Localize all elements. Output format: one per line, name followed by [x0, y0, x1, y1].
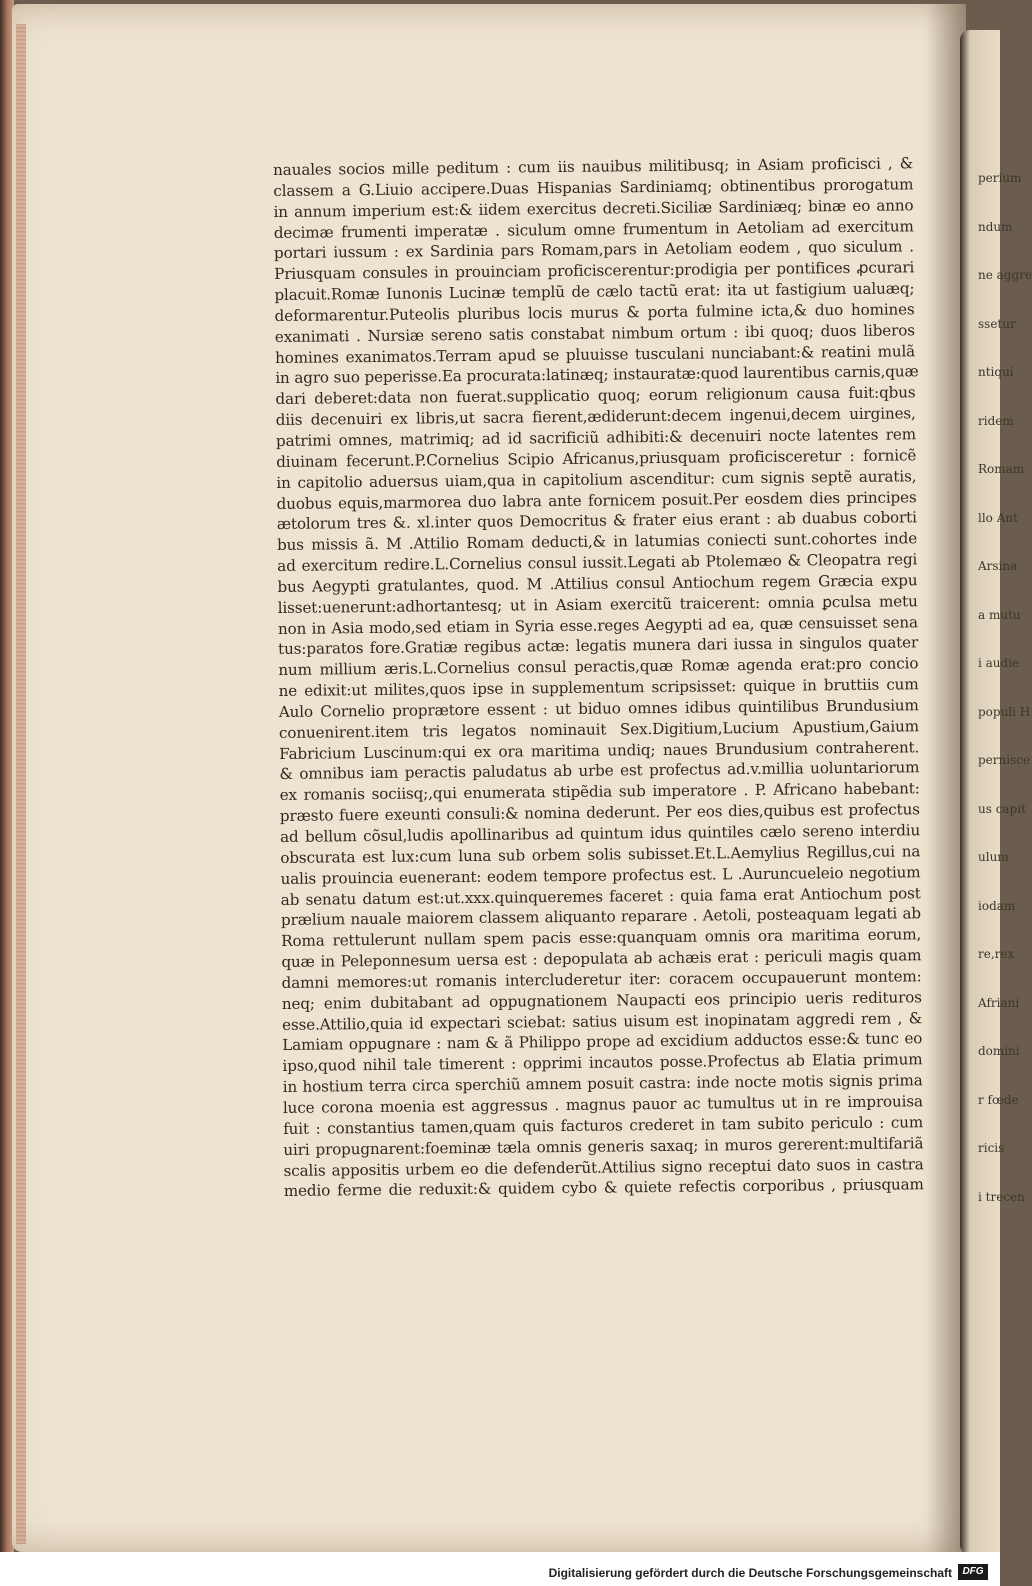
text-line: quæ in Peleponnesum uersa est : depopulata ab achæis erat : periculi magis quam	[281, 946, 922, 972]
facing-page-fragment: i trecen	[978, 1189, 1025, 1204]
facing-page-fragment: Romam	[978, 462, 1025, 476]
text-line: ex romanis sociisq;,qui enumerata stipẽdia sub imperatore . P. Africano habebant:	[279, 779, 920, 805]
text-line: neq; enim dubitabant ad oppugnationem Naupacti eos principio ueris redituros	[281, 988, 922, 1013]
text-line: ad bellum cõsul,ludis apollinaribus ad quintum idus quintiles cælo sereno interdiu	[279, 821, 921, 846]
facing-page-fragment: us capit	[978, 801, 1026, 816]
text-line: fuit : constantius tamen,quam quis facturos crederet in tam subito periculo : cum	[283, 1113, 924, 1138]
text-line: homines exanimatos.Terram apud se pluuisse tusculani nunciabant:& reatini mulã	[274, 341, 916, 367]
text-line: classem a G.Liuio accipere.Duas Hispanias Sardiniamq; obtinentibus prorogatum	[273, 175, 914, 200]
facing-page-fragment: Afriani	[978, 995, 1020, 1010]
facing-page-fragment: a mutu	[978, 607, 1021, 622]
text-line: ad exercitum redire.L.Cornelius consul iussit.Legati ab Ptolemæo & Cleopatra regi	[277, 550, 918, 576]
text-line: in agro suo peperisse.Ea procurata:latinæq; instauratæ:quod laurentibus carnis,quæ	[275, 362, 919, 388]
text-line: num millium æris.L.Cornelius consul peractis,quæ Romæ agenda erat:pro concio	[278, 654, 919, 680]
text-line: exanimati . Nursiæ sereno satis constabat nimbum ortum : ibi quoq; duos liberos	[274, 321, 915, 346]
text-line: & omnibus iam peractis paludatus ab urbe est profectus ad.v.millia uoluntariorum	[279, 758, 920, 784]
text-line: placuit.Romæ Iunonis Lucinæ templũ de cælo tactũ erat: ita ut fastigium ualuæq;	[274, 279, 915, 305]
text-line: ætolorum tres &. xl.inter quos Democritus & frater eius erant : ab duabus coborti	[276, 508, 917, 534]
facing-page-fragment: perium	[978, 171, 1022, 185]
facing-page-fragment: ulum	[978, 850, 1009, 864]
text-line: decimæ frumenti imperatæ . siculum omne frumentum in Aetoliam ad exercitum	[273, 216, 914, 242]
text-line: duobus equis,marmorea duo labra ante fornicem posuit.Per eosdem dies principes	[276, 487, 917, 513]
facing-page-fragment: iodam	[978, 898, 1016, 913]
text-line: conuenirent.item tris legatos nominauit Sex.Digitium,Lucium Apustium,Gaium	[278, 717, 920, 742]
text-line: ne edixit:ut milites,quos ipse in supplementum scripsisset: quique in bruttiis cum	[278, 675, 919, 701]
text-line: in hostium terra circa sperchiũ amnem posuit castra: inde nocte motis signis prima	[282, 1071, 923, 1097]
facing-page-fragment: Arsina	[978, 559, 1018, 573]
text-line: ab senatu datum est:ut.xxx.quinqueremes faceret : quia fama erat Antiochum post	[280, 883, 921, 909]
facing-page-fragment: domini	[978, 1044, 1020, 1058]
text-line: dari deberet:data non fuerat.supplicatio quoq; eorum religionum causa fuit:qbus	[275, 383, 916, 409]
text-line: ipso,quod nihil tale timerent : opprimi incautos posse.Profectus ab Elatia primum	[282, 1050, 923, 1076]
text-line: damni memores:ut romanis intercluderetur iter: coracem occupauerunt montem:	[281, 967, 922, 992]
text-line: scalis appositis urbem eo die defenderũt.Attilius signo receptui dato suos in castra	[283, 1154, 924, 1180]
dfg-logo: DFG	[958, 1564, 988, 1580]
text-line: bus Aegypti gratulantes, quod. M .Attilius consul Antiochum regem Græcia expu	[277, 571, 918, 596]
text-line: Lamiam oppugnare : nam & ã Philippo prope ad excidium adductos esse:& tunc eo	[282, 1029, 923, 1055]
text-line: in annum imperium est:& iidem exercitus decreti.Siciliæ Sardiniæq; binæ eo anno	[273, 195, 914, 221]
page-text-block	[273, 153, 924, 1202]
text-line: Aulo Cornelio proprætore essent : ut biduo omnes idibus quintilibus Brundusium	[278, 696, 919, 721]
text-line: portari iussum : ex Sardinia pars Romam,pars in Aetoliam eodem , quo siculum .	[273, 237, 915, 263]
text-line: luce corona moenia est aggressus . magnus pauor ac tumultus ut in re improuisa	[282, 1092, 923, 1117]
text-line: Roma rettulerunt nullam spem pacis esse:quanquam omnis ora maritima eorum,	[281, 925, 922, 951]
text-line: obscurata est lux:cum luna sub orbem solis subisset.Et.L.Aemylius Regillus,cui na	[280, 842, 921, 867]
facing-page-fragment: ne aggre	[978, 268, 1032, 282]
funding-credit: Digitalisierung gefördert durch die Deutsche Forschungsgemeinschaft	[548, 1566, 952, 1580]
text-line: esse.Attilio,quia id expectari sciebat: satius uisum est inopinatam aggredi rem , &	[281, 1008, 923, 1034]
text-line: præsto fuere exeunti consuli:& nomina dederunt. Per eos dies,quibus est profectus	[279, 800, 920, 826]
facing-page-fragment: populi H	[978, 704, 1031, 719]
facing-page-fragment: ssetur	[978, 316, 1016, 331]
page-edge	[16, 24, 26, 1544]
facing-page-fragment: r fœde	[978, 1092, 1019, 1107]
text-line: ualis prouincia euenerant: eodem tempore profectus est. L .Auruncueleio negotium	[280, 862, 921, 888]
text-line: patrimi omnes, matrimiq; ad id sacrificiũ adhibiti:& decenuiri nocte latentes rem	[275, 425, 917, 450]
text-line: prælium nauale maiorem classem aliquanto reparare . Aetoli, posteaquam legati ab	[280, 904, 922, 930]
text-line: lisset:uenerunt:adhortantesq; ut in Asiam exercitũ traicerent: omnia ꝑculsa metu	[277, 591, 918, 617]
text-line: deformarentur.Puteolis pluribus locis murus & porta fulmine icta,& duo homines	[274, 300, 915, 325]
facing-page-fragment: ridem	[978, 413, 1014, 428]
text-line: bus missis ã. M .Attilio Romam deducti,& in latumias coniecti sunt.cohortes inde	[276, 529, 918, 555]
text-line: diis decenuiri ex libris,ut sacra fierent,ædiderunt:decem ingenui,decem uirgines,	[275, 404, 916, 430]
text-line: Priusquam consules in prouinciam proficiscerentur:prodigia per pontifices ꝓcurari	[274, 258, 915, 284]
text-line: medio ferme die reduxit:& quidem cybo & quiete refectis corporibus , priusquam	[283, 1175, 924, 1201]
facing-page-text	[978, 170, 1032, 1250]
facing-page-fragment: i audie	[978, 656, 1020, 670]
text-line: tus:paratos fore.Gratiæ regibus actæ: legatis munera dari iussa in singulos quater	[278, 633, 919, 659]
text-line: nauales socios mille peditum : cum iis nauibus militibusq; in Asiam proficisci , &	[273, 154, 914, 179]
text-line: in capitolio aduersus uiam,qua in capitolium ascenditur: cum signis septẽ auratis,	[276, 466, 917, 492]
facing-page-fragment: ndum	[978, 219, 1013, 234]
text-line: Fabricium Luscinum:qui ex ora maritima undiq; naues Brundusium contraherent.	[279, 737, 920, 763]
text-line: uiri propugnarent:foeminæ tæla omnis generis saxaq; in muros gererent:multifariã	[283, 1133, 924, 1159]
facing-page-fragment: ricis	[978, 1141, 1005, 1155]
text-line: diuinam fecerunt.P.Cornelius Scipio Africanus,priusquam proficisceretur : fornicẽ	[276, 446, 917, 471]
facing-page-fragment: re,rex	[978, 947, 1015, 961]
facing-page-fragment: pernisce	[978, 753, 1031, 767]
facing-page-fragment: ntiqui	[978, 365, 1014, 379]
text-line: non in Asia modo,sed etiam in Syria esse.reges Aegypti ad ea, quæ censuisset sena	[277, 612, 918, 638]
facing-page-fragment: llo Ant	[978, 510, 1018, 525]
